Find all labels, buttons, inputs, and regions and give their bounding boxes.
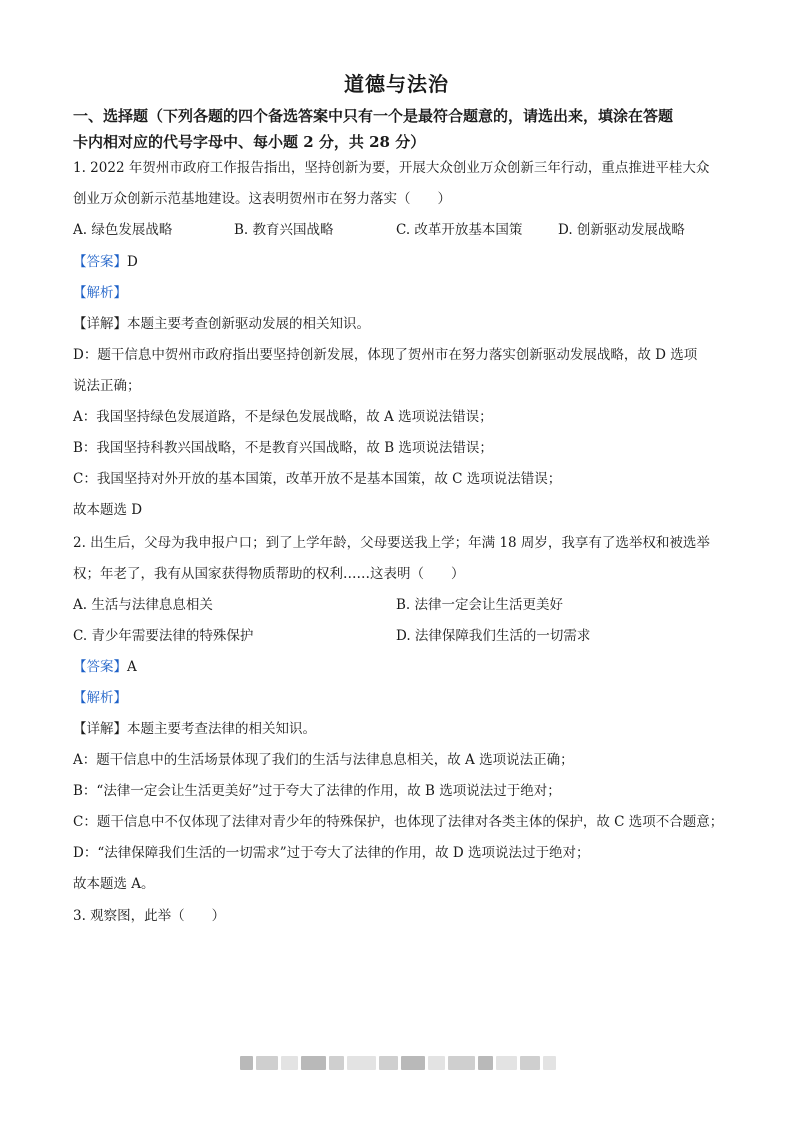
q2-answer	[73, 657, 728, 677]
detail-text: 本题主要考查创新驱动发展的相关知识。	[127, 316, 370, 332]
q2-stem-line-2: 权；年老了，我有从国家获得物质帮助的权利……这表明（ ）	[73, 566, 465, 582]
q1-option-a: A. 绿色发展战略	[73, 222, 173, 238]
q1-conclusion: 故本题选 D	[73, 502, 143, 518]
q1-analysis-line: D：题干信息中贺州市政府指出要坚持创新发展，体现了贺州市在努力落实创新驱动发展战略，故 D 选项	[73, 347, 698, 363]
q1-analysis-line: C：我国坚持对外开放的基本国策，改革开放不是基本国策，故 C 选项说法错误；	[73, 471, 562, 487]
page-title: 道德与法治	[344, 72, 449, 96]
q2-analysis-line: C：题干信息中不仅体现了法律对青少年的特殊保护，也体现了法律对各类主体的保护，故 C 选项不合题意；	[73, 814, 724, 830]
q2-option-d: D. 法律保障我们生活的一切需求	[396, 628, 591, 644]
q3-stem-line-1: 3. 观察图，此举（ ）	[73, 908, 226, 924]
answer-value: D	[127, 254, 138, 270]
section-heading-line-2: 卡内相对应的代号字母中、每小题 2 分，共 28 分）	[73, 133, 426, 151]
q2-analysis-line: D：“法律保障我们生活的一切需求”过于夸大了法律的作用，故 D 选项说法过于绝对；	[73, 845, 590, 861]
q1-analysis	[73, 283, 728, 303]
q1-stem-line-1: 1. 2022 年贺州市政府工作报告指出，坚持创新为要，开展大众创业万众创新三年行动，重点推进平桂大众	[73, 160, 710, 176]
q2-option-a: A. 生活与法律息息相关	[73, 597, 213, 613]
q2-stem-line-1: 2. 出生后，父母为我申报户口；到了上学年龄，父母要送我上学；年满 18 周岁，我享有了选举权和被选举	[73, 535, 710, 551]
section-heading-line-1: 一、选择题（下列各题的四个备选答案中只有一个是最符合题意的，请选出来，填涂在答题	[73, 107, 674, 125]
q2-analysis-line: B：“法律一定会让生活更美好”过于夸大了法律的作用，故 B 选项说法过于绝对；	[73, 783, 561, 799]
detail-tag: 【详解】	[73, 316, 127, 332]
q2-option-c: C. 青少年需要法律的特殊保护	[73, 628, 254, 644]
q1-option-d: D. 创新驱动发展战略	[558, 222, 685, 238]
q2-conclusion: 故本题选 A。	[73, 876, 155, 892]
q1-option-c: C. 改革开放基本国策	[396, 222, 523, 238]
q2-option-b: B. 法律一定会让生活更美好	[396, 597, 564, 613]
q2-detail	[73, 719, 728, 739]
detail-tag: 【详解】	[73, 721, 127, 737]
q1-answer	[73, 252, 728, 272]
q1-analysis-line: B：我国坚持科教兴国战略，不是教育兴国战略，故 B 选项说法错误；	[73, 440, 493, 456]
q1-option-b: B. 教育兴国战略	[234, 222, 334, 238]
analysis-tag: 【解析】	[73, 285, 127, 301]
q1-stem-line-2: 创业万众创新示范基地建设。这表明贺州市在努力落实（ ）	[73, 191, 451, 207]
answer-tag: 【答案】	[73, 254, 127, 270]
answer-value: A	[127, 659, 137, 675]
answer-tag: 【答案】	[73, 659, 127, 675]
detail-text: 本题主要考查法律的相关知识。	[127, 721, 316, 737]
q1-detail	[73, 314, 728, 334]
blurred-footer-watermark	[240, 1055, 556, 1071]
q2-analysis-line: A：题干信息中的生活场景体现了我们的生活与法律息息相关，故 A 选项说法正确；	[73, 752, 574, 768]
analysis-tag: 【解析】	[73, 690, 127, 706]
q1-analysis-line: A：我国坚持绿色发展道路，不是绿色发展战略，故 A 选项说法错误；	[73, 409, 493, 425]
q2-analysis	[73, 688, 728, 708]
q1-analysis-line: 说法正确；	[73, 378, 141, 394]
